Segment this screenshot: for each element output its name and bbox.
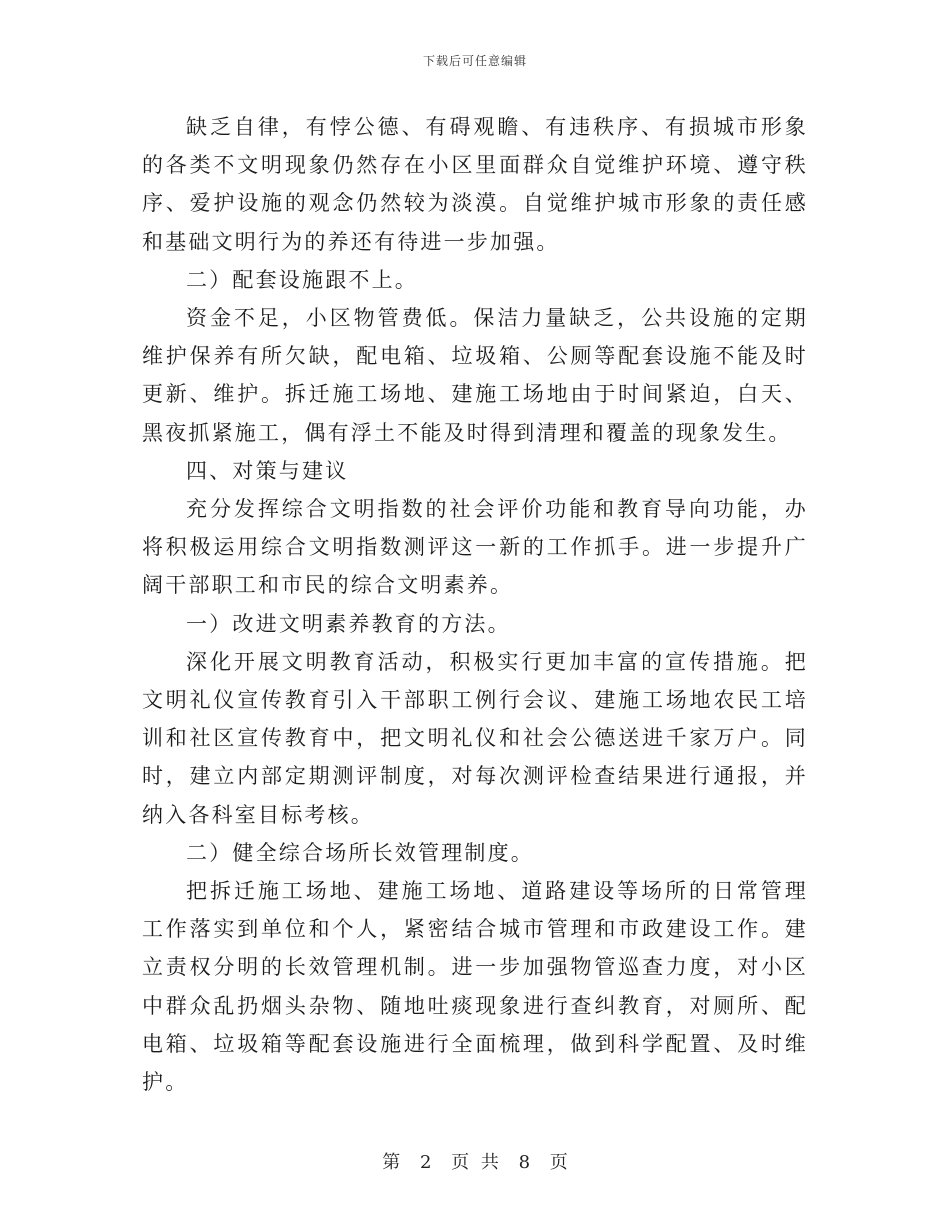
footer-middle: 页 共 [451, 1152, 499, 1173]
paragraph-4: 深化开展文明教育活动，积极实行更加丰富的宣传措施。把文明礼仪宣传教育引入干部职工例行会议、建施工场地农民工培训和社区宣传教育中，把文明礼仪和社会公德送进千家万户。同时，建立内部定期测评制度，对每次测评检查结果进行通报，并纳入各科室目标考核。 [142, 649, 808, 827]
section-heading-2: 二）配套设施跟不上。 [186, 267, 418, 292]
section-heading-4: 四、对策与建议 [186, 458, 349, 483]
footer-suffix: 页 [549, 1152, 568, 1173]
footer-current-page: 2 [419, 1152, 432, 1173]
subsection-heading-1: 一）改进文明素养教育的方法。 [186, 611, 511, 636]
paragraph-5: 把拆迁施工场地、建施工场地、道路建设等场所的日常管理工作落实到单位和个人，紧密结合城市管理和市政建设工作。建立责权分明的长效管理机制。进一步加强物管巡查力度，对小区中群众乱扔烟头杂物、随地吐痰现象进行查纠教育，对厕所、配电箱、垃圾箱等配套设施进行全面梳理，做到科学配置、及时维护。 [142, 879, 808, 1095]
subsection-heading-2: 二）健全综合场所长效管理制度。 [186, 840, 534, 865]
document-body [142, 108, 808, 1101]
paragraph-2: 资金不足，小区物管费低。保洁力量缺乏，公共设施的定期维护保养有所欠缺，配电箱、垃圾箱、公厕等配套设施不能及时更新、维护。拆迁施工场地、建施工场地由于时间紧迫，白天、黑夜抓紧施工，偶有浮土不能及时得到清理和覆盖的现象发生。 [142, 306, 808, 445]
page-header: 下载后可任意编辑 [422, 54, 527, 68]
footer-prefix: 第 [382, 1152, 401, 1173]
footer-total-pages: 8 [518, 1152, 531, 1173]
page-footer [0, 1148, 950, 1174]
paragraph-3: 充分发挥综合文明指数的社会评价功能和教育导向功能，办将积极运用综合文明指数测评这一新的工作抓手。进一步提升广阔干部职工和市民的综合文明素养。 [142, 497, 808, 598]
paragraph-1: 缺乏自律，有悖公德、有碍观瞻、有违秩序、有损城市形象的各类不文明现象仍然存在小区里面群众自觉维护环境、遵守秩序、爱护设施的观念仍然较为淡漠。自觉维护城市形象的责任感和基础文明行为的养还有待进一步加强。 [142, 115, 808, 254]
